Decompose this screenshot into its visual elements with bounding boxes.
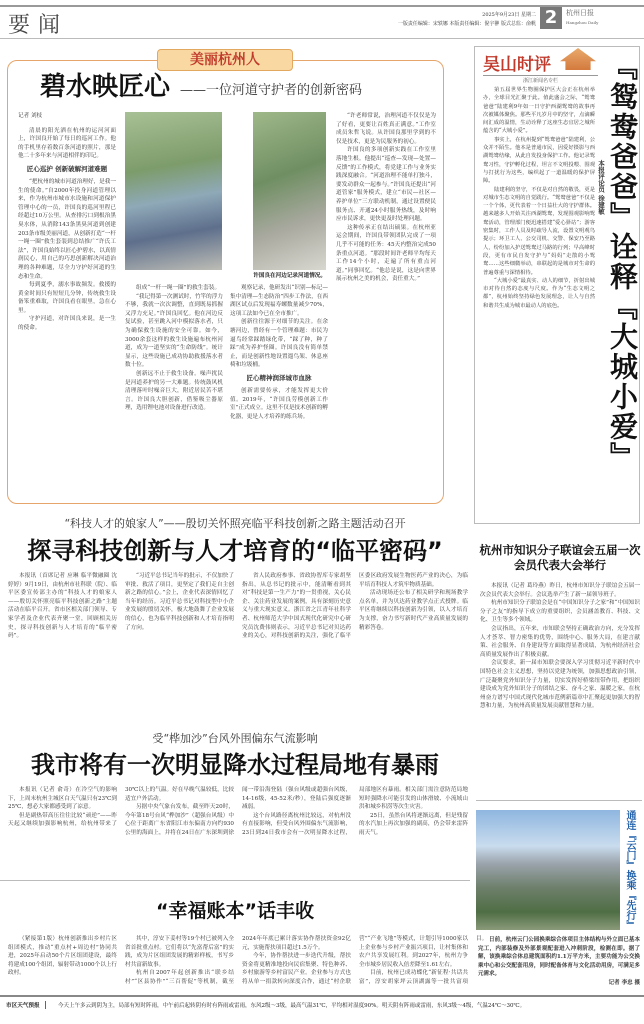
paragraph: “大城小爱”最真实、动人的细节，折射出城市对待自然的态度与尺度。作为“生态文明之都”，杭州始终坚持绿色发展理念，让人与自然和谐共生成为城市最动人的底色。 — [483, 277, 595, 309]
paragraph: “我记得第一次测试时，竹竿的浮力不够，我就一次次调整，直到既易抓握又浮力充足。”许国良回忆。他在河边反复试验，甚至跳入河中模拟落水者，只为确保救生设施的安全可靠。如今，3000余套这样的救生设施遍布杭州河道，成为一道坚实的“生命防线”。统计显示，这些设施已成功协助救援落水者数十位。 — [125, 293, 223, 369]
paragraph: 陆建利的坚守，不仅是对自然的敬畏，更是对城市生态文明的自觉践行。“鸳鸯爸爸”不仅是一个个体，更代表着一个日益壮大的守护群体。越来越多人开始关注西湖鸳鸯，发现围观影响鸳鸯活动，管理部门便迅速搭建“爱心驿站”；游客密集时，工作人员及时疏导人流，设置文明观鸟提示；环卫工人、公交司机、交警、保安乃至路人，纷纷加入护送鸳鸯过马路的行列；早高峰时段，更有市民自发守护与“妈妈”走散的小鸳鸯……这些细微举动，串联起的是城市对生命的普遍尊重与深情相待。 — [483, 186, 595, 276]
rain-body — [8, 786, 468, 874]
divider — [476, 800, 642, 801]
science-headline: 探寻科技创新与人才培育的“临平密码” — [27, 537, 443, 565]
paragraph: 这个台风路径离杭州比较远，对杭州没有直接影响，但受台风外围偏东气流影响，23日到24日我市会有一次明显降水过程，局部地区有暴雨。相关部门需注意防范局地短时强降水可能引发的山体滑坡、小流域山洪和城乡积涝等次生灾害。 — [242, 787, 468, 836]
headline-part: 诠释 — [606, 232, 639, 292]
paragraph: 今年，协作帮扶进一步迭代升级，帮扶资金将更精准地投向民宿集聚、特色种养、乡村旅游等乡村富民产业。企业参与方式也将从单一捐款转向深度合作，通过“村企联营”“产业飞地”等模式，计划引导1000家以上企业参与乡村产业振兴项目，让村集体和农户共享发展红利。到2027年，杭州力争全市城乡居民收入倍差降至1.61左右。 — [242, 936, 468, 985]
headline-part: 换乘『先行』 — [624, 870, 635, 930]
paragraph: 创新往往源于对细节的关注。在余塘河边，曾经有一个管理难题：市民为逼鸟经常踩踏绿化带，“踩了种，种了踩”成为养护怪圈。许国良没有简单禁止，而是创新性地设置遛鸟架、休息座椅和垃圾桶。 — [230, 319, 328, 369]
science-kicker: “科技人才的娘家人”——殷切关怀照亮临平科技创新之路主题活动召开 — [64, 517, 406, 530]
rain-kicker: 受“桦加沙”台风外围偏东气流影响 — [152, 732, 318, 745]
feature-subtitle: ——一位河道守护者的创新密码 — [180, 83, 363, 98]
paragraph: 会议要求，新一届市知联会要深入学习贯彻习近平新时代中国特色社会主义思想，坚持以党建为统领，加强思想政治引领，广泛凝聚党外知识分子力量，切实发挥好桥梁纽带作用，把组织建设成为党外知识分子的团结之家、奋斗之家、温暖之家，在杭州奋力谱写中国式现代化城市范例新篇章中汇聚起更加强大的智慧和力量，为杭州高质量发展贡献智慧和力量。 — [480, 660, 640, 710]
headline-part: 『大城小爱』 — [606, 292, 639, 472]
paragraph: 目前，杭州已成功蝶化“新征程·共话共富”，淳安胡家坪云顶湖露等一批共富项目。 — [359, 936, 488, 985]
feature-banner: 美丽杭州人 — [157, 49, 293, 71]
page-number: 2 — [540, 7, 562, 29]
footer-rule — [0, 995, 644, 997]
paragraph: 事实上，在杭州提到“鸳鸯爸爸”陆建利，公众并不陌生。他本是普通市民，因爱好摄影与西湖鸳鸯结缘，从此自发投身保护工作。他记录鸳鸯习性，守护孵化过程，坦言不文明投喂、围观与打扰行为这些，编织起了一道温暖的保护屏障。 — [483, 136, 595, 185]
subhead: 匠心精神润泽城市血脉 — [246, 373, 312, 382]
paragraph: 本报讯（首席记者 应琳 临平微融圈 沈婷婷）9月19日，由杭州市社科联（院）、临平区委宣传部主办的“科技人才的娘家人——殷切关怀照亮临平科技创新之路”主题活动在临平召开。省市区相关部门领导、专家学者及企业代表齐聚一堂，回顾相关历史，探寻科技创新与人才培育的“临平密码”。 — [8, 573, 117, 640]
paragraph: 创新需要传承，才能发挥更大价值。2019年，“许国良劳模创新工作室”正式成立。这里不仅是技术创新的孵化器，更是人才培养的练兵场。 — [230, 387, 328, 420]
paragraph: （紧接第1版）杭州创新推出乡村片区组团模式，推动“重点村+周边村”协同共进，2025年启动50个片区组团建设，最终将建成100个组团，辐射带动1000个以上行政村。 — [8, 936, 117, 977]
paragraph: 这种传承正在结出硕果。在杭州亚运会期间，许国良带领团队完成了一项几乎不可能的任务：45天内整治完成50条重点河道。“那段时间许老师平均每天工作14个小时，走遍了所有重点河道。”同事回忆。“他总是说，这是向世界展示杭州之美的机会，责任重大。” — [336, 224, 436, 283]
intellectual-body — [480, 582, 640, 770]
paragraph: 每到夏季，溺水事故频发。救援的黄金时间只有短短几分钟，传统救生设备笨重难取，许国良看在眼里，急在心里。 — [18, 282, 116, 314]
paragraph: 日前，杭州云门公园换乘综合体项目主体结构与外立面已基本完工，内部装修及外部景观配套进入冲刺阶段，检测在即。据了解，该换乘综合体总建筑面积约1.1万平方米，主要功能为公交换乘中心和公交配套用房，同时配备体育与文化活动用房，可满足多元需求。 — [478, 937, 640, 978]
paragraph: 25日，虽然台风将逐渐远离，但是残留的水汽加上再次加强的副高，仍会带来雷阵雨天气。 — [359, 812, 468, 836]
happy-headline: “幸福账本”话丰收 — [156, 900, 314, 922]
commentary-body — [483, 86, 595, 518]
photo-news-caption — [478, 936, 640, 988]
feature-col-3 — [230, 284, 328, 498]
feature-byline: 记者 刘枝 — [18, 113, 43, 119]
header-bottom-rule — [0, 38, 644, 39]
paragraph: 第五届世界生物圈保护区大会正在杭州举办，全球目光汇聚于此。值此盛会之际，“鸳鸯爸爸”陆建利9年如一日守护西湖鸳鸯的故事再次被媒体聚焦。那些平凡岁月中的坚守，点滴瞬间汇成的温情，生动诠释了这座生态宜居之城所蕴含的“大城小爱”。 — [483, 87, 595, 135]
feature-col-1 — [18, 112, 116, 500]
weather-forecast: 今天上午多云到阴为主，局部有短时阵雨，中午前后起转阴有时有阵雨或雷雨，东风2级～3级，最高气温31℃，平均相对湿度90%。明天阴有阵雨或雷雨，东风3级～4级，气温24℃～30℃。 — [58, 1003, 526, 1009]
happy-body — [8, 935, 488, 991]
commentary-byline: 本报评论员 徐建敏 — [597, 160, 605, 215]
intellectual-headline: 杭州市知识分子联谊会五届一次会员代表大会举行 — [479, 543, 641, 572]
paragraph: 另据中央气象台发布，截至昨天20时，今年第18号台风“桦加沙”（超强台风级）中心位于距离广东省阳江市东偏南方向约930公里的海面上，并将在24日在广东深圳到徐闻一带沿海登陆（强台风级或超强台风级，14-16级，45-52米/秒），登陆后强度逐渐减弱。 — [125, 787, 351, 836]
paragraph: “许老师常说，治理河道不仅仅是为了好看，更要让百姓真正满意。”工作室成员朱哲飞说。从许国良那里学到的不仅是技术，更是为民服务的初心。 — [336, 113, 436, 145]
paragraph: 活动现场还公布了相关研学和现场教学点名单，并为贝达药业教学点正式授牌。临平区将继续以科技创新为引领，以人才培育为支撑，奋力书写新时代产业高质量发展的精彩答卷。 — [359, 590, 468, 631]
photo-caption: 许国良在河边记录河道情况。 — [253, 273, 326, 279]
commentary-column-name: 吴山时评 — [483, 55, 551, 75]
commentary-column-tag: 浙江新闻名专栏 — [483, 75, 598, 84]
paragraph: 组成“一杆一绳一圈”的救生套装。 — [136, 285, 221, 291]
paragraph: “习近平总书记当年的批示，不仅加快了审批、救活了项目，更坚定了我们走自主创新之路的信心。”会上，企业代表深情回忆了当年的经历。习近平总书记对科技型中小企业发展的殷切关怀，极大地鼓舞了企业发展的信心，也为临平科技创新和人才培育指明了方向。 — [125, 573, 234, 631]
paragraph: 其中，淳安下姜村等19个村已被列入全省首批重点村。它们将以“先富帮后富”的实践，成为片区组团发展的精彩样板，书写乡村共富新故事。 — [125, 936, 234, 968]
feature-col-4 — [336, 112, 436, 500]
photo-news-headline — [623, 810, 635, 932]
feature-title-row — [40, 72, 430, 102]
paragraph: 本报讯（记者 俞奇）在冷空气的影响下，上周末杭州主城区白天气温只有23℃到25℃，想必大家都感受到了凉意。 — [8, 787, 117, 811]
headline-part: 通连『云门』 — [624, 810, 635, 870]
rain-headline: 我市将有一次明显降水过程局地有暴雨 — [31, 751, 439, 779]
paragraph: “把杭州的城市河道治理好，是我一生的使命。”自2000年投身河道管理以来，作为杭州市城市水设施和河道保护管理中心的一员，许国良的巡河里程已经超过10万公里。从查排污口到根治黑臭水体，从消除143条黑臭河道到创建203条市级美丽河道，从创新打造“一杆一绳一圈”救生套装到总结推广“许氏工法”，许国良始终以匠心护碧水，以真情润民心，用自己的巧思创新解决河道治理的各种难题，尽全力守护好河道的生态和生命。 — [18, 178, 116, 280]
subhead: 匠心巡护 创新破解河道难题 — [26, 164, 108, 173]
paragraph: 许国良的多项创新实践在工作室里落地生根。他提出“巡查—发现—处置—反馈”的工作模式，将党建工作与业务实践深度融合。“河道治理不能单打独斗，要发动群众一起参与。”许国良还提出“河道管家”服务模式，建立“市民—社区—养护单位”三方联动机制，通过设置便民服务点、开通24小时服务热线，及时响应市民诉求，更快更及时处理问题。 — [336, 147, 436, 223]
newspaper-logo — [566, 9, 598, 27]
feature-title: 碧水映匠心 — [40, 72, 171, 102]
paragraph: 创新远不止于救生设备。噪声扰民是河道养护的另一大难题。传统鼓风机清理落叶时噪音巨大，附近居民苦不堪言。许国良大胆创新，借鉴吸尘器原理，选用锂电池对设备进行改造。 — [125, 370, 223, 412]
paragraph: 清晨的阳光洒在杭州的运河河面上，许国良开始了每日的巡河工作。他的手机里存着数百条河道的照片，那是他二十多年来与河道相伴的印记。 — [18, 127, 116, 160]
section-title: 要闻 — [8, 13, 69, 38]
photo-yunmen-transfer-hub — [476, 810, 620, 930]
weather-label: 市区天气预报 — [6, 1001, 46, 1009]
paragraph: 观察记录，他研发出“识别—标记—集中清理—生态防治”四步工作法，在西湖区试点后发现福寿螺数量减少70%，这项工法如今已在全市推广。 — [230, 285, 328, 317]
editor-credits: 一版责任编辑：宋轶娜 本版责任编辑：倪宇翀 版式总监：俞帆 — [397, 21, 536, 27]
paragraph: 本报讯（记者 葛玲燕）昨日，杭州市知识分子联谊会五届一次会员代表大会举行。会议选举产生了新一届领导班子。 — [480, 583, 640, 598]
feature-col-2 — [125, 284, 223, 498]
logo-en: Hangzhou Daily — [566, 20, 599, 25]
logo-text: 杭州日报 — [566, 9, 594, 17]
headline-part: 『鸳鸯爸爸』 — [606, 52, 639, 232]
issue-date: 2025年9月23日 星期二 — [482, 12, 536, 18]
paragraph: 杭州市知识分子联谊会是在“中国知识分子之家”和“中国知识分子之友”的指导下成立的重要组织，会员涵盖教育、科技、文化、卫生等多个领域。 — [480, 600, 640, 624]
feature-photo-river-guardian — [125, 112, 222, 270]
paragraph: 会议指出，五年来，市知联会坚持正确政治方向，充分发挥人才荟萃、智力密集的优势，围绕中心、服务大局，在建言献策、社会服务、自身建设等方面取得显著成绩，为杭州经济社会高质量发展作出了积极贡献。 — [480, 625, 640, 658]
paragraph: 省人民政府参事、省政协智库专家胡坚指出，从总书记的批示中，能清晰看到其对“科技是第一生产力”的一贯重视，关心民企、关注药业发展的案例，具有深刻历史意义与重大现实意义。浙江省之江青年社科学者、杭州师范大学中国式现代化研究中心研究员沈费伟则表示，习近平总书记对贝达药业的关心，对科技创新的关注，强化了临平区委区政府发展生物医药产业的决心，为临平培育科技人才筑牢物质基础。 — [242, 573, 468, 640]
paragraph: 但是副热带高压往往比较“顽逆”——昨天起又继续加强影响杭州，给杭州带来了30℃以上的气温。好在早晚气温较低，比较适宜户外活动。 — [8, 787, 234, 828]
photo-credit: 记者 李忠 摄 — [608, 979, 640, 986]
paragraph: 守护河道，对许国良来说，是一生的使命。 — [18, 316, 116, 332]
science-body — [8, 572, 468, 712]
divider — [0, 880, 470, 881]
feature-photo-riverbank — [253, 112, 326, 270]
paragraph: 杭州自2007年起创新推出“联乡结村”“区县协作”“三百帮促”等机制，截至2024年年底已累计落实协作帮扶资金92亿元，实施帮扶项目超过1.5万个。 — [125, 936, 351, 985]
commentary-headline — [606, 52, 638, 472]
